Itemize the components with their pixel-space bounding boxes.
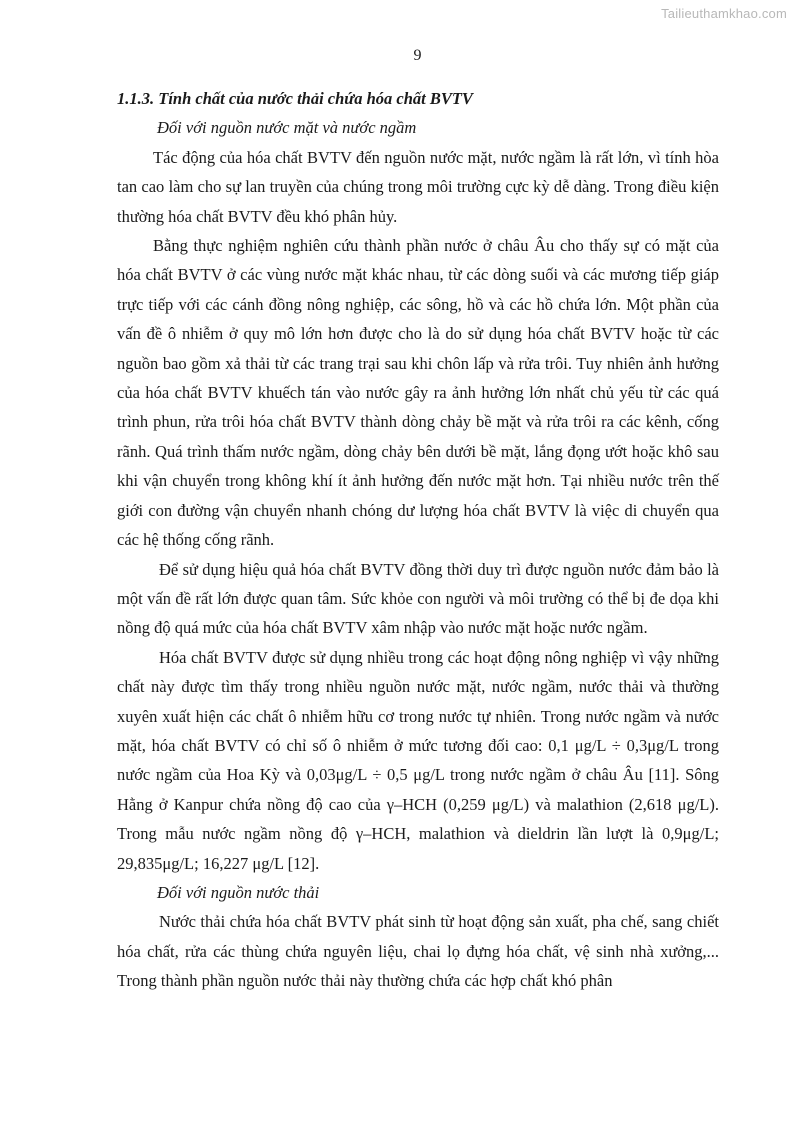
- page-number: 9: [413, 47, 422, 64]
- paragraph: Hóa chất BVTV được sử dụng nhiều trong các hoạt động nông nghiệp vì vậy những chất này được tìm thấy trong nhiều nguồn nước mặt, nước ngầm, nước thải và thường xuyên xuất hiện các chất ô nhiễm hữu cơ trong nước tự nhiên. Trong nước ngầm và nước mặt, hóa chất BVTV có chỉ số ô nhiễm ở mức tương đối cao: 0,1 μg/L ÷ 0,3μg/L trong nước ngầm của Hoa Kỳ và 0,03μg/L ÷ 0,5 μg/L trong nước ngầm ở châu Âu [11]. Sông Hằng ở Kanpur chứa nồng độ cao của γ–HCH (0,259 μg/L) và malathion (2,618 μg/L). Trong mẫu nước ngầm nồng độ γ–HCH, malathion và dieldrin lần lượt là 0,9μg/L; 29,835μg/L; 16,227 μg/L [12].: [117, 647, 719, 873]
- paragraph: Nước thải chứa hóa chất BVTV phát sinh từ hoạt động sản xuất, pha chế, sang chiết hóa chất, rửa các thùng chứa nguyên liệu, chai lọ đựng hóa chất, vệ sinh nhà xưởng,... Trong thành phần nguồn nước thải này thường chứa các hợp chất khó phân: [117, 912, 719, 991]
- watermark-text: Tailieuthamkhao.com: [661, 6, 787, 21]
- paragraph: Tác động của hóa chất BVTV đến nguồn nước mặt, nước ngầm là rất lớn, vì tính hòa tan cao làm cho sự lan truyền của chúng trong môi trường cực kỳ dễ dàng. Trong điều kiện thường hóa chất BVTV đều khó phân hủy.: [117, 147, 719, 226]
- paragraph: Để sử dụng hiệu quả hóa chất BVTV đồng thời duy trì được nguồn nước đảm bảo là một vấn đề rất lớn được quan tâm. Sức khỏe con người và môi trường có thể bị đe dọa khi nồng độ quá mức của hóa chất BVTV xâm nhập vào nước mặt hoặc nước ngầm.: [117, 559, 719, 638]
- subheading-wastewater: Đối với nguồn nước thải: [157, 882, 320, 902]
- document-body: [117, 84, 719, 996]
- paragraph: Bằng thực nghiệm nghiên cứu thành phần nước ở châu Âu cho thấy sự có mặt của hóa chất BVTV ở các vùng nước mặt khác nhau, từ các dòng suối và các mương tiếp giáp trực tiếp với các cánh đồng nông nghiệp, các sông, hồ và các hồ chứa lớn. Một phần của vấn đề ô nhiễm ở quy mô lớn hơn được cho là do sử dụng hóa chất BVTV hoặc từ các nguồn bao gồm xả thải từ các trang trại sau khi chôn lấp và rửa trôi. Tuy nhiên ảnh hưởng của hóa chất BVTV khuếch tán vào nước gây ra ảnh hưởng lớn nhất chủ yếu từ các quá trình phun, rửa trôi hóa chất BVTV thành dòng chảy bề mặt và rửa trôi ra các kênh, cống rãnh. Quá trình thấm nước ngầm, dòng chảy bên dưới bề mặt, lắng đọng ướt hoặc khô sau khi vận chuyển trong không khí ít ảnh hưởng đến nước mặt hơn. Tại nhiều nước trên thế giới con đường vận chuyển nhanh chóng dư lượng hóa chất BVTV là việc di chuyển qua các hệ thống cống rãnh.: [117, 236, 719, 550]
- subheading-surface-groundwater: Đối với nguồn nước mặt và nước ngầm: [157, 118, 417, 138]
- section-heading: 1.1.3. Tính chất của nước thải chứa hóa chất BVTV: [117, 89, 473, 108]
